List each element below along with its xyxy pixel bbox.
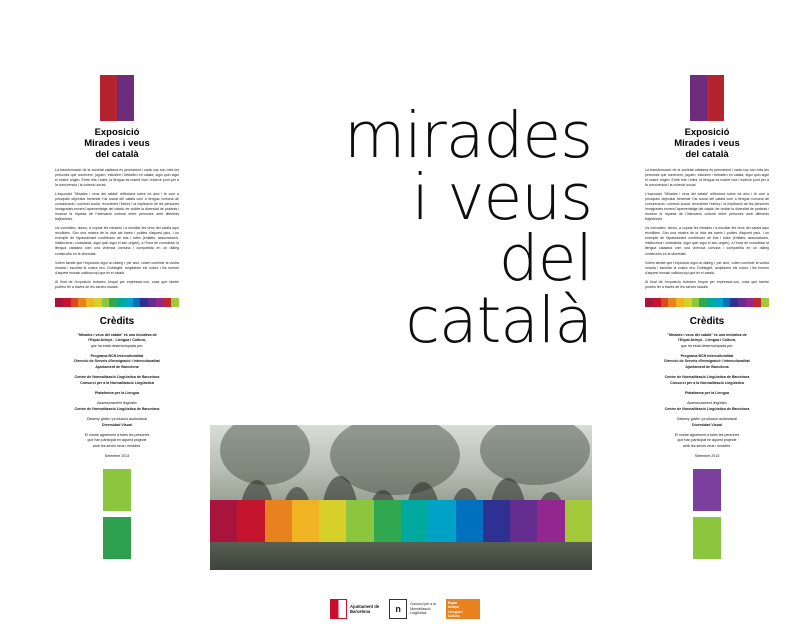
color-bar-center xyxy=(210,500,592,542)
credit-block: El nostre agraïment a totes les persones que han participat en aquest projecte amb les seves veus i mirades. xyxy=(84,433,150,448)
right-poster-panel xyxy=(645,75,769,635)
left-poster-panel xyxy=(55,75,179,635)
cpnl-logo xyxy=(389,599,436,619)
credit-block: Disseny gràfic i producció audiovisual Diversidad Visual xyxy=(87,417,147,427)
poster-title-line1: Mirades i veus xyxy=(84,138,150,150)
credit-block: Programa BCN Interculturalitat Direcció de Serveis d'Immigració i Interculturalitat Ajuntament de Barcelona xyxy=(74,354,160,369)
brand-mark-left xyxy=(100,75,134,121)
poster-photograph xyxy=(210,425,592,570)
credit-block: Programa BCN Interculturalitat Direcció de Serveis d'Immigració i Interculturalitat Ajuntament de Barcelona xyxy=(664,354,750,369)
body-paragraph: L'exposició "Mirades i veus del català" reflexiona sobre tot això i té com a principals objectius fomentar l'ús social del català com a llengua comuna de comunicació i cohesió social, reconèixer l'esforç i la implicació de les persones immigrades envers l'aprenentatge del català, fer visible la diversitat de parlants i mostrar la riquesa de l'intercanvi cultural entre persones amb diferents trajectòries. xyxy=(55,191,180,222)
ajuntament-de-barcelona-logo xyxy=(330,599,379,619)
cpnl-mark-icon: n xyxy=(389,599,407,619)
poster-title-line2: del català xyxy=(685,149,729,161)
swatches-left xyxy=(55,469,179,559)
headline-line: català xyxy=(405,284,592,358)
body-paragraph: Al final de l'exposició trobareu l'espai per expressar-vos, cosa que també podreu fer a través de les xarxes socials. xyxy=(645,279,769,289)
credits-body-right xyxy=(645,333,769,460)
poster-title-line1: Mirades i veus xyxy=(674,138,740,150)
brand-mark-right xyxy=(690,75,724,121)
body-paragraph: La transformació de la societat catalana és permanent i cada cop són més les persones que coneixem, juguen, estudien i treballen en català, sigui quin sigui el nostre origen. Entre tots i totes, la llengua es manté viva i esdevé punt per a la convivència i la cohesió social. xyxy=(55,167,179,187)
center-poster xyxy=(210,99,592,535)
credit-block: El nostre agraïment a totes les persones que han participat en aquest projecte amb les seves veus i mirades. xyxy=(674,433,740,448)
credit-block: Assessorament lingüístic Centre de Normalització Lingüística de Barcelona xyxy=(74,401,160,411)
credit-block: Assessorament lingüístic Centre de Normalització Lingüística de Barcelona xyxy=(664,401,750,411)
logo-row xyxy=(330,590,480,628)
color-swatch xyxy=(103,469,131,511)
exposicio-label: Exposició xyxy=(684,127,730,138)
credits-body-left xyxy=(55,333,179,460)
poster-headline xyxy=(210,99,592,358)
headline-line: i veus xyxy=(411,160,592,234)
color-swatch xyxy=(693,517,721,559)
headline-line: del xyxy=(498,222,592,296)
panel-title-left xyxy=(55,127,179,161)
panel-body-left xyxy=(55,168,179,290)
poster-title-line2: del català xyxy=(95,149,139,161)
body-paragraph: L'exposició "Mirades i veus del català" reflexiona sobre tot això i té com a principals objectius fomentar l'ús social del català com a llengua comuna de comunicació i cohesió social, reconèixer l'esforç i la implicació de les persones immigrades envers l'aprenentatge del català, fer visible la diversitat de parlants i mostrar la riquesa de l'intercanvi cultural entre persones amb diferents trajectòries. xyxy=(645,191,770,222)
credit-block: "Mirades i veus del català" és una iniciativa de l'Espai Avinyó - Llengua i Cultura, que ha estat desenvolupada per: xyxy=(77,332,157,348)
credit-block: Plataforma per la Llengua xyxy=(685,391,729,396)
headline-line: mirades xyxy=(344,99,592,172)
exposicio-label: Exposició xyxy=(94,127,140,138)
color-bar-left xyxy=(55,298,179,307)
panel-title-right xyxy=(645,127,769,161)
body-paragraph: Volem també que l'exposició sigui un diàleg i, per això, volem conèixer la vostra mirada i escoltar la vostra veu. Dubtageit, ampliarem els colors i les formes d'aquest mosaic calidoscopi que és el català. xyxy=(55,260,179,275)
credit-block: Plataforma per la Llengua xyxy=(95,391,139,396)
credit-block: "Mirades i veus del català" és una iniciativa de l'Espai Avinyó - Llengua i Cultura, que ha estat desenvolupada per: xyxy=(667,332,747,348)
credit-date: Setembre 2013 xyxy=(104,454,130,459)
swatches-right xyxy=(645,469,769,559)
espai-avinyo-logo: Espai Avinyó Llengua i Cultura xyxy=(446,599,480,619)
credit-block: Centre de Normalització Lingüística de Barcelona Consorci per a la Normalització Lingüística xyxy=(664,375,750,385)
credit-date: Setembre 2013 xyxy=(694,454,720,459)
credits-heading-right: Crèdits xyxy=(689,315,725,327)
color-swatch xyxy=(103,517,131,559)
body-paragraph: Us convidem, doncs, a copsar les mirades i a escoltar les veus del català aquí recollides. Són una mostra de la vida als barris i pobles d'aquest país, i un exemple de l'apassionant contribució de tots i totes (entitats, associacions, institucions i ciutadania, sigui quin sigui el seu origen), a l'hora de consolidar la llengua catalana com una vivència comuna i compartida en un diàleg constructiu en la diversitat. xyxy=(645,226,769,256)
body-paragraph: Us convidem, doncs, a copsar les mirades i a escoltar les veus del català aquí recollides. Són una mostra de la vida als barris i pobles d'aquest país, i un exemple de l'apassionant contribució de tots i totes (entitats, associacions, institucions i ciutadania, sigui quin sigui el seu origen), a l'hora de consolidar la llengua catalana com una vivència comuna i compartida en un diàleg constructiu en la diversitat. xyxy=(55,226,179,256)
credits-heading-left: Crèdits xyxy=(99,315,135,327)
credit-block: Centre de Normalització Lingüística de Barcelona Consorci per a la Normalització Lingüística xyxy=(74,375,160,385)
body-paragraph: La transformació de la societat catalana és permanent i cada cop són més les persones que coneixem, juguen, estudien i treballen en català, sigui quin sigui el nostre origen. Entre tots i totes, la llengua es manté viva i esdevé punt per a la convivència i la cohesió social. xyxy=(645,167,769,187)
credit-block: Disseny gràfic i producció audiovisual Diversidad Visual xyxy=(677,417,737,427)
color-bar-right xyxy=(645,298,769,307)
ajuntament-logo-text: Ajuntament de Barcelona xyxy=(350,603,380,614)
body-paragraph: Volem també que l'exposició sigui un diàleg i, per això, volem conèixer la vostra mirada i escoltar la vostra veu. Dubtageit, ampliarem els colors i les formes d'aquest mosaic calidoscopi que és el català. xyxy=(645,260,769,275)
cpnl-logo-text: Consorci per a la Normalització Lingüística xyxy=(410,602,436,616)
color-swatch xyxy=(693,469,721,511)
body-paragraph: Al final de l'exposició trobareu l'espai per expressar-vos, cosa que també podreu fer a través de les xarxes socials. xyxy=(55,279,179,289)
panel-body-right xyxy=(645,168,769,290)
barcelona-crest-icon xyxy=(330,599,347,619)
